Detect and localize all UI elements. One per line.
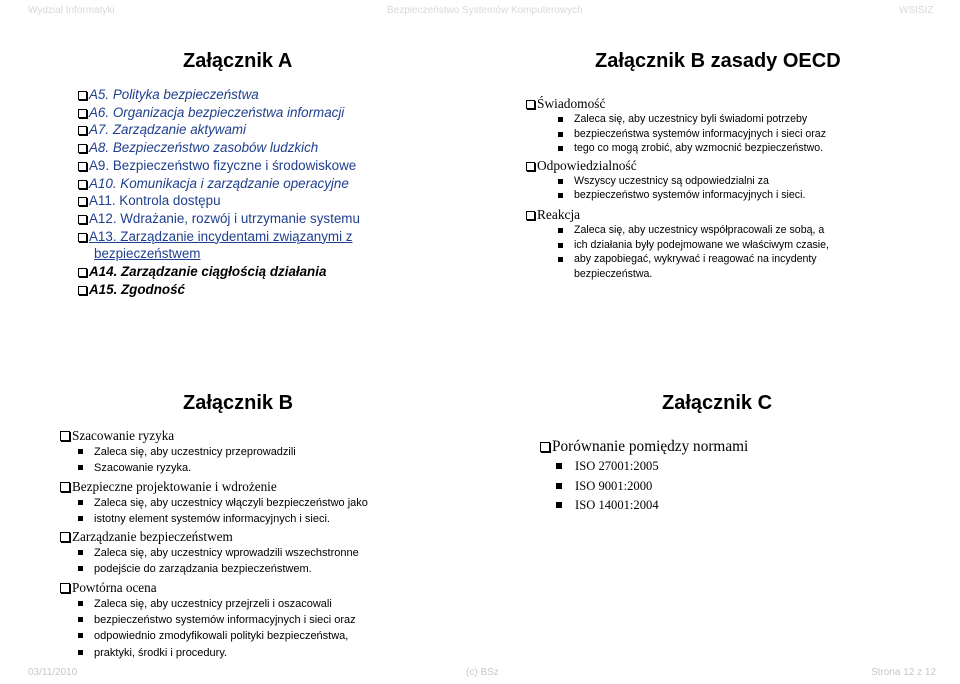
list-item: A13. Zarządzanie incydentami związanymi z — [78, 228, 398, 246]
checkbox-bullet-icon — [78, 162, 87, 171]
annex-b-list — [60, 427, 460, 661]
square-bullet-icon — [78, 500, 83, 505]
square-bullet-icon — [78, 449, 83, 454]
checkbox-bullet-icon — [78, 91, 87, 100]
square-bullet-icon — [78, 650, 83, 655]
bullet-line: ISO 14001:2004 — [540, 496, 940, 516]
list-item: A15. Zgodność — [78, 281, 398, 299]
standards-comparison — [540, 437, 940, 516]
bullet-line: Zaleca się, aby uczestnicy współpracowali ze sobą, a — [526, 223, 946, 238]
checkbox-bullet-icon — [78, 233, 87, 242]
checkbox-bullet-icon — [78, 268, 87, 277]
bullet-line: bezpieczeństwo systemów informacyjnych i sieci. — [526, 188, 946, 203]
checkbox-bullet-icon — [526, 100, 535, 109]
section-heading: Porównanie pomiędzy normami — [540, 437, 940, 457]
bullet-line: bezpieczeństwa. — [574, 267, 653, 280]
square-bullet-icon — [556, 502, 562, 508]
square-bullet-icon — [558, 132, 563, 137]
checkbox-bullet-icon — [60, 431, 70, 441]
square-bullet-icon — [558, 117, 563, 122]
square-bullet-icon — [78, 550, 83, 555]
bullet-line: bezpieczeństwa systemów informacyjnych i sieci oraz — [526, 127, 946, 142]
square-bullet-icon — [558, 228, 563, 233]
bullet-line: aby zapobiegać, wykrywać i reagować na incydenty — [526, 252, 946, 267]
bullet-line: Szacowanie ryzyka. — [60, 460, 460, 476]
list-item: A9. Bezpieczeństwo fizyczne i środowiskowe — [78, 157, 398, 175]
section-heading: Powtórna ocena — [60, 579, 460, 596]
bullet-line: Wszyscy uczestnicy są odpowiedzialni za — [526, 174, 946, 189]
square-bullet-icon — [78, 465, 83, 470]
bullet-line: tego co mogą zrobić, aby wzmocnić bezpieczeństwo. — [526, 141, 946, 156]
bullet-line: Zaleca się, aby uczestnicy wprowadzili wszechstronne — [60, 545, 460, 561]
bullet-line: ich działania były podejmowane we właściwym czasie, — [526, 238, 946, 253]
square-bullet-icon — [78, 633, 83, 638]
checkbox-bullet-icon — [540, 442, 550, 452]
footer-copyright: (c) BSz — [466, 667, 499, 678]
checkbox-bullet-icon — [78, 109, 87, 118]
footer-date: 03/11/2010 — [28, 667, 78, 678]
checkbox-bullet-icon — [526, 162, 535, 171]
slide-title: Załącznik A — [183, 50, 293, 72]
square-bullet-icon — [558, 257, 563, 262]
footer-page-number: Strona 12 z 12 — [871, 667, 937, 678]
checkbox-bullet-icon — [78, 126, 87, 135]
bullet-line: Zaleca się, aby uczestnicy przeprowadzili — [60, 444, 460, 460]
bullet-line: Zaleca się, aby uczestnicy byli świadomi potrzeby — [526, 112, 946, 127]
checkbox-bullet-icon — [78, 180, 87, 189]
square-bullet-icon — [558, 243, 563, 248]
oecd-principles — [526, 96, 946, 281]
checkbox-bullet-icon — [60, 532, 70, 542]
section-heading: Szacowanie ryzyka — [60, 427, 460, 444]
square-bullet-icon — [556, 463, 562, 469]
checkbox-bullet-icon — [78, 215, 87, 224]
square-bullet-icon — [556, 483, 562, 489]
list-item: A12. Wdrażanie, rozwój i utrzymanie systemu — [78, 210, 398, 228]
square-bullet-icon — [78, 617, 83, 622]
annex-a-list — [78, 86, 398, 298]
bullet-line: bezpieczeństwo systemów informacyjnych i sieci oraz — [60, 612, 460, 628]
list-item: A7. Zarządzanie aktywami — [78, 121, 398, 139]
list-item: A8. Bezpieczeństwo zasobów ludzkich — [78, 139, 398, 157]
square-bullet-icon — [558, 146, 563, 151]
checkbox-bullet-icon — [60, 583, 70, 593]
list-item: A10. Komunikacja i zarządzanie operacyjne — [78, 175, 398, 193]
slide-title: Załącznik B — [183, 392, 294, 414]
square-bullet-icon — [78, 516, 83, 521]
bullet-line: ISO 27001:2005 — [540, 457, 940, 477]
list-item: A6. Organizacja bezpieczeństwa informacji — [78, 104, 398, 122]
checkbox-bullet-icon — [526, 211, 535, 220]
bullet-line: Zaleca się, aby uczestnicy włączyli bezpieczeństwo jako — [60, 495, 460, 511]
section-heading: Bezpieczne projektowanie i wdrożenie — [60, 478, 460, 495]
list-item: A11. Kontrola dostępu — [78, 192, 398, 210]
bullet-line: istotny element systemów informacyjnych i sieci. — [60, 511, 460, 527]
slide-title: Załącznik B zasady OECD — [595, 50, 841, 72]
section-heading: Odpowiedzialność — [526, 158, 946, 174]
section-heading: Reakcja — [526, 207, 946, 223]
bullet-line: ISO 9001:2000 — [540, 477, 940, 497]
checkbox-bullet-icon — [78, 197, 87, 206]
section-heading: Zarządzanie bezpieczeństwem — [60, 528, 460, 545]
list-item-continuation: bezpieczeństwem — [94, 246, 201, 262]
checkbox-bullet-icon — [78, 286, 87, 295]
list-item: A14. Zarządzanie ciągłością działania — [78, 263, 398, 281]
checkbox-bullet-icon — [78, 144, 87, 153]
square-bullet-icon — [78, 601, 83, 606]
section-heading: Świadomość — [526, 96, 946, 112]
square-bullet-icon — [558, 193, 563, 198]
header-school: WSISIZ — [899, 5, 934, 16]
header-faculty: Wydział Informatyki — [28, 5, 115, 16]
bullet-line: Zaleca się, aby uczestnicy przejrzeli i oszacowali — [60, 596, 460, 612]
bullet-line: odpowiednio zmodyfikowali polityki bezpieczeństwa, — [60, 628, 460, 644]
slide-title: Załącznik C — [662, 392, 773, 414]
bullet-line: praktyki, środki i procedury. — [60, 645, 460, 661]
square-bullet-icon — [558, 179, 563, 184]
header-course: Bezpieczeństwo Systemów Komputerowych — [387, 5, 583, 16]
list-item: A5. Polityka bezpieczeństwa — [78, 86, 398, 104]
square-bullet-icon — [78, 566, 83, 571]
bullet-line: podejście do zarządzania bezpieczeństwem. — [60, 561, 460, 577]
checkbox-bullet-icon — [60, 482, 70, 492]
